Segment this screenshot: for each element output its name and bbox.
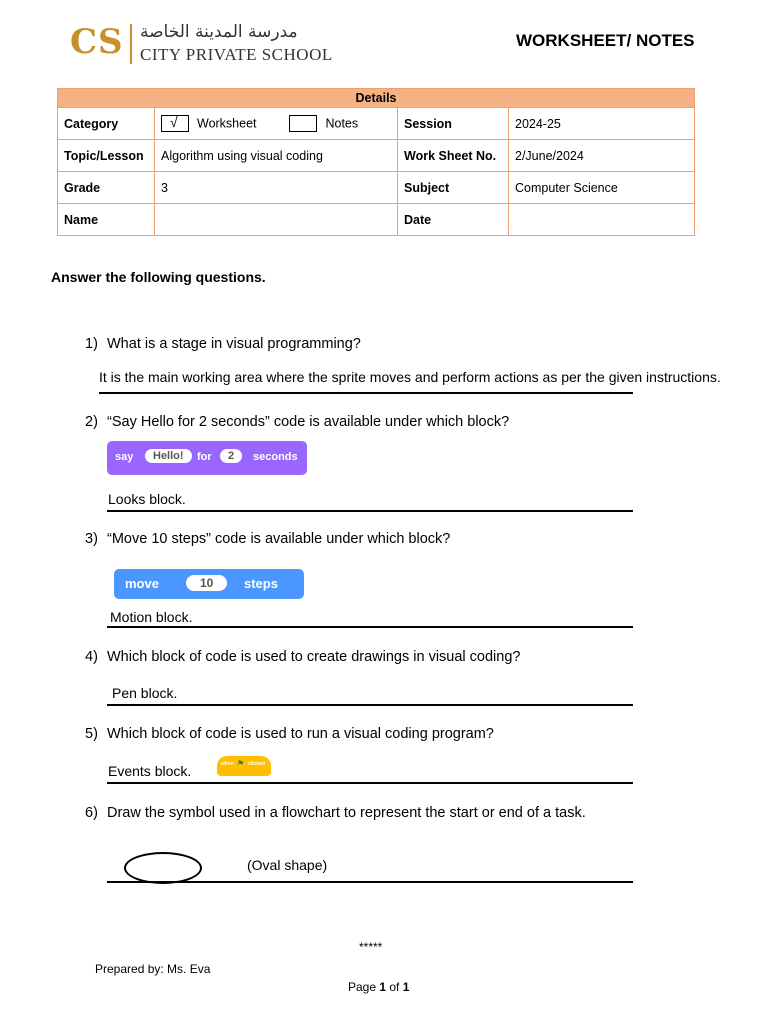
grade-value: 3 [155, 172, 398, 204]
page-number: Page 1 of 1 [348, 980, 410, 994]
say-duration-input: 2 [220, 449, 242, 463]
table-row [58, 140, 695, 172]
answer-line [107, 782, 633, 784]
when-flag-clicked-block [217, 756, 271, 776]
question-text: Which block of code is used to create drawings in visual coding? [107, 649, 521, 665]
name-field[interactable] [155, 204, 398, 236]
logo-divider [130, 24, 132, 64]
question-1: 1) What is a stage in visual programming? [85, 336, 361, 352]
question-5: 5) Which block of code is used to run a visual coding program? [85, 726, 494, 742]
answer-line [107, 704, 633, 706]
date-label: Date [398, 204, 509, 236]
steps-word: steps [244, 576, 278, 591]
school-name-english: CITY PRIVATE SCHOOL [140, 45, 333, 64]
say-word: say [115, 451, 134, 463]
school-logo-mark: CS [70, 22, 124, 62]
answer-1: It is the main working area where the sprite moves and perform actions as per the given instructions. [99, 369, 721, 385]
notes-option-label: Notes [325, 116, 359, 131]
subject-label: Subject [398, 172, 509, 204]
question-4: 4) Which block of code is used to create drawings in visual coding? [85, 649, 521, 665]
details-heading: Details [58, 89, 695, 108]
grade-label: Grade [58, 172, 155, 204]
say-message-input: Hello! [145, 449, 192, 463]
question-6: 6) Draw the symbol used in a flowchart to represent the start or end of a task. [85, 805, 586, 821]
say-hello-block [107, 441, 307, 475]
document-title: WORKSHEET/ NOTES [516, 31, 695, 50]
subject-value: Computer Science [509, 172, 695, 204]
question-text: What is a stage in visual programming? [107, 336, 361, 352]
answer-line [107, 881, 633, 883]
worksheet-no-value: 2/June/2024 [509, 140, 695, 172]
table-row [58, 204, 695, 236]
for-word: for [197, 451, 212, 463]
worksheet-checkbox[interactable] [161, 115, 189, 132]
prepared-by: Prepared by: Ms. Eva [95, 962, 211, 976]
answer-2: Looks block. [108, 491, 186, 507]
seconds-word: seconds [253, 451, 298, 463]
answer-5: Events block. [108, 763, 192, 779]
worksheet-no-label: Work Sheet No. [398, 140, 509, 172]
answer-line [99, 392, 633, 394]
table-row [58, 108, 695, 140]
instructions-heading: Answer the following questions. [51, 269, 266, 285]
worksheet-option-label: Worksheet [197, 116, 257, 131]
notes-checkbox[interactable] [289, 115, 317, 132]
question-3: 3) “Move 10 steps” code is available under which block? [85, 531, 451, 547]
date-field[interactable] [509, 204, 695, 236]
answer-4: Pen block. [112, 685, 178, 701]
session-label: Session [398, 108, 509, 140]
answer-line [107, 510, 633, 512]
green-flag-icon: ⚑ [237, 759, 245, 768]
when-word: when [221, 761, 234, 767]
answer-6: (Oval shape) [247, 857, 328, 873]
details-table [57, 88, 695, 236]
oval-terminator-shape [124, 852, 202, 884]
topic-label: Topic/Lesson [58, 140, 155, 172]
session-value: 2024-25 [509, 108, 695, 140]
school-name-arabic: مدرسة المدينة الخاصة [140, 22, 298, 42]
category-label: Category [58, 108, 155, 140]
question-text: Draw the symbol used in a flowchart to represent the start or end of a task. [107, 805, 586, 821]
check-mark-icon: √ [170, 114, 178, 130]
question-text: “Say Hello for 2 seconds” code is available under which block? [107, 414, 510, 430]
name-label: Name [58, 204, 155, 236]
question-2: 2) “Say Hello for 2 seconds” code is available under which block? [85, 414, 510, 430]
move-word: move [125, 576, 159, 591]
clicked-word: clicked [248, 761, 265, 767]
question-text: Which block of code is used to run a visual coding program? [107, 726, 494, 742]
table-row [58, 172, 695, 204]
move-steps-block [114, 569, 304, 599]
move-steps-input: 10 [186, 575, 227, 591]
answer-line [107, 626, 633, 628]
topic-value: Algorithm using visual coding [155, 140, 398, 172]
category-options [155, 108, 398, 140]
end-stars: ***** [359, 940, 383, 954]
answer-3: Motion block. [110, 609, 193, 625]
question-text: “Move 10 steps” code is available under which block? [107, 531, 451, 547]
